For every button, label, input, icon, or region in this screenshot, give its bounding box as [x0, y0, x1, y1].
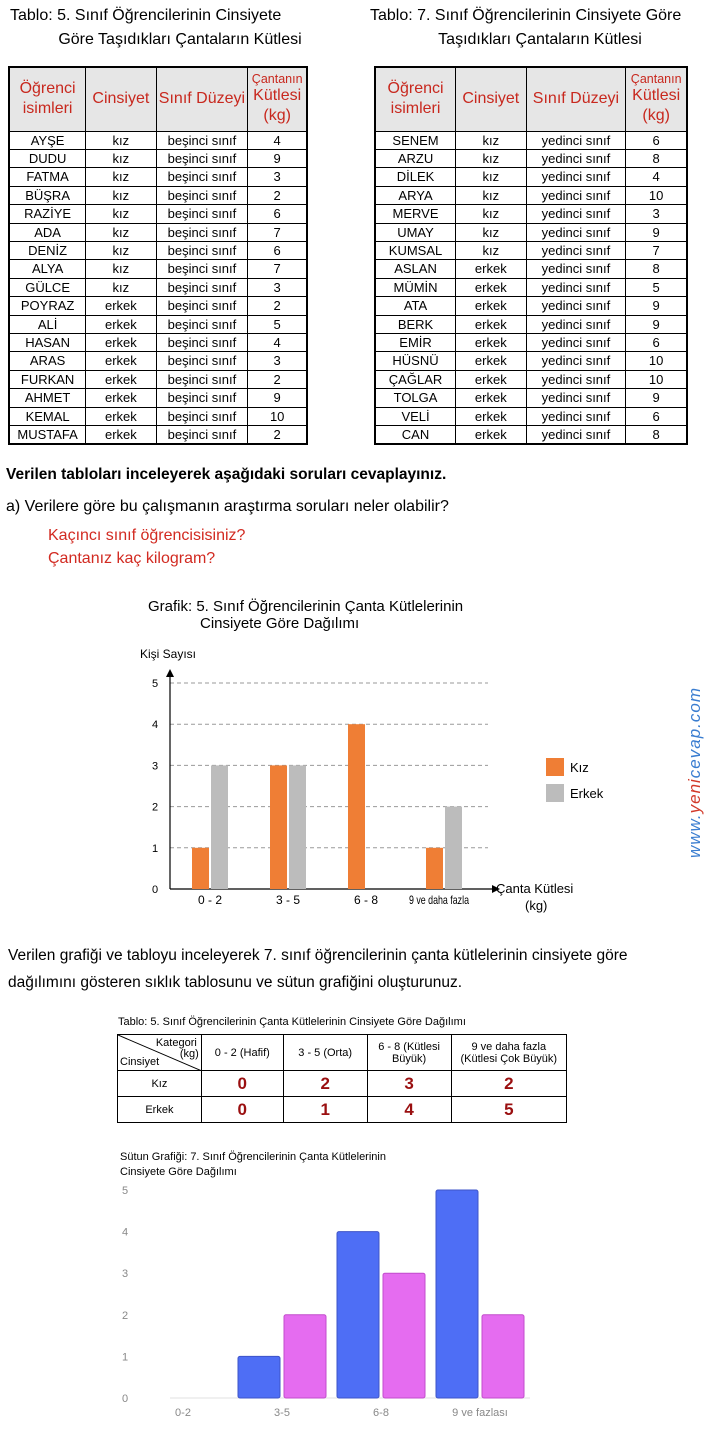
freq-col-1 — [283, 1035, 367, 1071]
cell-name: ÇAĞLAR — [375, 370, 456, 388]
cell-grade: yedinci sınıf — [526, 315, 626, 333]
cell-mass: 10 — [626, 186, 687, 204]
cell-grade: beşinci sınıf — [156, 168, 248, 186]
cell-name: ARYA — [375, 186, 456, 204]
cell-gender: kız — [86, 205, 156, 223]
cell-name: UMAY — [375, 223, 456, 241]
question-a: a) Verilere göre bu çalışmanın araştırma soruları neler olabilir? — [6, 498, 449, 515]
cell-gender: erkek — [86, 352, 156, 370]
cell-grade: yedinci sınıf — [526, 168, 626, 186]
cell-gender: kız — [456, 241, 526, 259]
cell-mass: 6 — [248, 205, 307, 223]
table-row — [375, 407, 687, 425]
cell-name: TOLGA — [375, 389, 456, 407]
freq-row-label: Erkek — [118, 1097, 202, 1123]
answer-1: Kaçıncı sınıf öğrencisisiniz? — [48, 527, 246, 544]
freq-cell: 0 — [201, 1097, 283, 1123]
table-row — [375, 168, 687, 186]
cell-gender: erkek — [456, 426, 526, 445]
y-axis-label: Kişi Sayısı — [140, 647, 197, 661]
table-row — [9, 168, 307, 186]
cell-mass: 6 — [626, 131, 687, 149]
cell-name: ALYA — [9, 260, 86, 278]
paragraph-line2: dağılımını gösteren sıklık tablosunu ve sütun grafiğini oluşturunuz. — [8, 974, 463, 991]
cell-name: DİLEK — [375, 168, 456, 186]
legend-swatch-erkek — [546, 784, 564, 802]
y-tick-label: 4 — [151, 719, 159, 732]
cell-grade: yedinci sınıf — [526, 186, 626, 204]
instruction: Verilen tabloları inceleyerek aşağıdaki soruları cevaplayınız. — [6, 466, 447, 483]
x-tick-label-2: 6 - 8 — [353, 893, 379, 907]
bar-erkek-1 — [238, 1356, 280, 1398]
header-mass — [248, 67, 307, 131]
freq-cell: 5 — [451, 1097, 566, 1123]
table-row — [375, 223, 687, 241]
cell-name: ALİ — [9, 315, 86, 333]
table-row — [9, 186, 307, 204]
header-mass-l3: (kg) — [642, 107, 670, 125]
header-gender: Cinsiyet — [456, 67, 526, 131]
cell-gender: kız — [456, 131, 526, 149]
header-grade: Sınıf Düzeyi — [526, 67, 626, 131]
bar-erkek-3 — [436, 1190, 478, 1398]
header-mass-l1: Çantanın — [251, 72, 303, 87]
table-row — [9, 223, 307, 241]
table5-title-line1: Tablo: 5. Sınıf Öğrencilerinin Cinsiyete — [10, 7, 282, 24]
cell-grade: beşinci sınıf — [156, 223, 248, 241]
header-mass-l1: Çantanın — [630, 72, 682, 87]
cell-mass: 9 — [248, 389, 307, 407]
y-axis-arrow — [166, 669, 174, 677]
freq-cell: 0 — [201, 1071, 283, 1097]
freq-cell: 2 — [451, 1071, 566, 1097]
table-row — [9, 149, 307, 167]
cell-mass: 5 — [248, 315, 307, 333]
table-row — [9, 260, 307, 278]
header-name: Öğrenci isimleri — [375, 67, 456, 131]
cell-name: DENİZ — [9, 241, 86, 259]
y-tick-label: 5 — [151, 678, 159, 690]
cell-gender: kız — [86, 260, 156, 278]
x-tick-label-3: 9 ve daha fazla — [409, 893, 470, 907]
freq-col-3 — [451, 1035, 566, 1071]
cell-name: ARZU — [375, 149, 456, 167]
table7-title — [370, 4, 710, 52]
cell-name: KEMAL — [9, 407, 86, 425]
cell-grade: beşinci sınıf — [156, 297, 248, 315]
cell-mass: 4 — [248, 333, 307, 351]
header-mass-l2: Kütlesi — [632, 87, 681, 105]
corner-bottom: Cinsiyet — [120, 1056, 160, 1068]
cell-gender: erkek — [86, 315, 156, 333]
cell-mass: 2 — [248, 186, 307, 204]
y-tick-label: 3 — [121, 1268, 129, 1281]
cell-name: GÜLCE — [9, 278, 86, 296]
cell-gender: kız — [86, 149, 156, 167]
x-tick-label-2: 6-8 — [373, 1407, 389, 1419]
bar-kız-3 — [426, 848, 443, 889]
chart1-title — [148, 598, 463, 632]
freq-col-3-l2: (Kütlesi Çok Büyük) — [460, 1052, 558, 1065]
header-mass — [626, 67, 687, 131]
cell-name: SENEM — [375, 131, 456, 149]
cell-grade: yedinci sınıf — [526, 370, 626, 388]
cell-mass: 9 — [626, 297, 687, 315]
chart1-title-line2: Cinsiyete Göre Dağılımı — [200, 615, 360, 632]
paragraph — [8, 942, 627, 996]
cell-grade: beşinci sınıf — [156, 389, 248, 407]
cell-grade: yedinci sınıf — [526, 223, 626, 241]
header-grade: Sınıf Düzeyi — [156, 67, 248, 131]
cell-grade: beşinci sınıf — [156, 352, 248, 370]
x-axis-label-line2: (kg) — [525, 898, 548, 913]
freq-col-2 — [367, 1035, 451, 1071]
cell-grade: beşinci sınıf — [156, 205, 248, 223]
header-mass-l2: Kütlesi — [253, 87, 302, 105]
watermark-part3: cevap.com — [685, 686, 704, 779]
cell-mass: 3 — [248, 278, 307, 296]
table-row — [375, 297, 687, 315]
x-tick-label-1: 3 - 5 — [275, 893, 301, 907]
y-tick-label: 2 — [151, 801, 159, 814]
table-row — [375, 370, 687, 388]
cell-name: ATA — [375, 297, 456, 315]
cell-gender: kız — [456, 223, 526, 241]
cell-grade: beşinci sınıf — [156, 131, 248, 149]
chart1-title-line1: Grafik: 5. Sınıf Öğrencilerinin Çanta Kütlelerinin — [148, 598, 464, 615]
table-row — [9, 370, 307, 388]
y-tick-label: 0 — [151, 884, 159, 896]
cell-gender: kız — [456, 168, 526, 186]
freq-cell: 3 — [367, 1071, 451, 1097]
cell-grade: beşinci sınıf — [156, 278, 248, 296]
cell-gender: erkek — [456, 315, 526, 333]
cell-mass: 8 — [626, 260, 687, 278]
cell-grade: yedinci sınıf — [526, 426, 626, 445]
answers — [48, 524, 245, 570]
cell-name: CAN — [375, 426, 456, 445]
cell-grade: beşinci sınıf — [156, 370, 248, 388]
cell-name: RAZİYE — [9, 205, 86, 223]
table5-title — [10, 4, 320, 52]
freq-col-3-l1: 9 ve daha fazla — [471, 1040, 547, 1053]
cell-mass: 7 — [248, 223, 307, 241]
cell-name: AYŞE — [9, 131, 86, 149]
freq-row-label: Kız — [118, 1071, 202, 1097]
table-row — [375, 131, 687, 149]
cell-mass: 9 — [626, 223, 687, 241]
chart2-title-line1: Sütun Grafiği: 7. Sınıf Öğrencilerinin Çanta Kütlelerinin — [120, 1151, 386, 1163]
cell-grade: beşinci sınıf — [156, 315, 248, 333]
cell-mass: 10 — [248, 407, 307, 425]
cell-gender: erkek — [456, 297, 526, 315]
table-row — [375, 426, 687, 445]
cell-grade: beşinci sınıf — [156, 186, 248, 204]
cell-gender: erkek — [456, 352, 526, 370]
cell-gender: kız — [86, 168, 156, 186]
table-row — [9, 426, 307, 445]
cell-gender: kız — [456, 149, 526, 167]
cell-name: HASAN — [9, 333, 86, 351]
cell-mass: 9 — [626, 315, 687, 333]
freq-col-2-l2: Büyük) — [391, 1052, 427, 1065]
x-axis-label-line1: Çanta Kütlesi — [496, 881, 574, 896]
cell-name: POYRAZ — [9, 297, 86, 315]
cell-gender: erkek — [456, 260, 526, 278]
cell-grade: yedinci sınıf — [526, 333, 626, 351]
table-row — [9, 205, 307, 223]
cell-name: MERVE — [375, 205, 456, 223]
cell-name: ADA — [9, 223, 86, 241]
freq-col-2-l1: 6 - 8 (Kütlesi — [378, 1040, 440, 1053]
cell-grade: beşinci sınıf — [156, 426, 248, 445]
cell-name: BÜŞRA — [9, 186, 86, 204]
cell-gender: erkek — [86, 370, 156, 388]
table-row — [9, 352, 307, 370]
cell-grade: yedinci sınıf — [526, 131, 626, 149]
cell-gender: kız — [86, 186, 156, 204]
x-tick-label-3: 9 ve fazlası — [452, 1407, 508, 1419]
cell-grade: yedinci sınıf — [526, 389, 626, 407]
y-tick-label: 4 — [121, 1226, 129, 1239]
corner-top: Kategori — [155, 1037, 197, 1049]
bar-kız-2 — [348, 724, 365, 889]
cell-mass: 4 — [626, 168, 687, 186]
cell-name: KUMSAL — [375, 241, 456, 259]
freq-row-kiz — [118, 1071, 567, 1097]
corner-unit: (kg) — [179, 1048, 199, 1060]
cell-gender: erkek — [86, 389, 156, 407]
cell-gender: erkek — [86, 407, 156, 425]
cell-mass: 9 — [248, 149, 307, 167]
bar-erkek-2 — [337, 1232, 379, 1398]
table-row — [9, 333, 307, 351]
y-tick-label: 0 — [121, 1393, 129, 1405]
cell-mass: 2 — [248, 370, 307, 388]
y-tick-label: 2 — [121, 1309, 129, 1322]
bar-erkek-3 — [445, 807, 462, 889]
cell-mass: 2 — [248, 297, 307, 315]
cell-mass: 8 — [626, 426, 687, 445]
cell-mass: 3 — [248, 352, 307, 370]
cell-mass: 6 — [248, 241, 307, 259]
cell-grade: beşinci sınıf — [156, 149, 248, 167]
table-row — [375, 149, 687, 167]
cell-name: MÜMİN — [375, 278, 456, 296]
cell-gender: kız — [86, 223, 156, 241]
freq-cell: 4 — [367, 1097, 451, 1123]
table-row — [375, 389, 687, 407]
cell-gender: erkek — [456, 407, 526, 425]
cell-name: BERK — [375, 315, 456, 333]
bar-kız-0 — [192, 848, 209, 889]
y-tick-label: 1 — [121, 1351, 129, 1364]
x-tick-label-1: 3-5 — [274, 1407, 290, 1419]
y-tick-label: 5 — [121, 1185, 129, 1197]
cell-grade: yedinci sınıf — [526, 352, 626, 370]
bar-kız-3 — [482, 1315, 524, 1398]
table-row — [9, 297, 307, 315]
header-name: Öğrenci isimleri — [9, 67, 86, 131]
cell-grade: beşinci sınıf — [156, 241, 248, 259]
table-row — [9, 315, 307, 333]
cell-grade: yedinci sınıf — [526, 278, 626, 296]
cell-mass: 6 — [626, 333, 687, 351]
freq-corner-cell — [118, 1035, 202, 1071]
chart2 — [0, 1176, 714, 1446]
table-row — [9, 407, 307, 425]
freq-col-0-l1: 0 - 2 (Hafif) — [214, 1046, 270, 1059]
cell-gender: kız — [86, 131, 156, 149]
legend-swatch-kız — [546, 758, 564, 776]
cell-mass: 10 — [626, 370, 687, 388]
header-gender: Cinsiyet — [86, 67, 156, 131]
table-row — [375, 186, 687, 204]
cell-gender: kız — [86, 278, 156, 296]
bar-kız-1 — [284, 1315, 326, 1398]
cell-mass: 8 — [626, 149, 687, 167]
cell-gender: erkek — [86, 426, 156, 445]
cell-grade: yedinci sınıf — [526, 205, 626, 223]
freq-table — [117, 1034, 567, 1123]
cell-gender: kız — [86, 241, 156, 259]
table-row — [375, 205, 687, 223]
table5 — [8, 66, 308, 445]
y-tick-label: 1 — [151, 842, 159, 855]
table-row — [9, 131, 307, 149]
table-row — [375, 278, 687, 296]
table-row — [375, 260, 687, 278]
cell-grade: yedinci sınıf — [526, 260, 626, 278]
cell-mass: 3 — [626, 205, 687, 223]
freq-table-title: Tablo: 5. Sınıf Öğrencilerinin Çanta Kütlelerinin Cinsiyete Göre Dağılımı — [118, 1016, 466, 1028]
cell-name: AHMET — [9, 389, 86, 407]
table7-title-line1: Tablo: 7. Sınıf Öğrencilerinin Cinsiyete Göre — [370, 7, 682, 24]
cell-mass: 7 — [626, 241, 687, 259]
table7 — [374, 66, 688, 445]
cell-mass: 4 — [248, 131, 307, 149]
cell-mass: 9 — [626, 389, 687, 407]
paragraph-line1: Verilen grafiği ve tabloyu inceleyerek 7. sınıf öğrencilerinin çanta kütlelerinin cinsiyete göre — [8, 947, 628, 964]
cell-grade: beşinci sınıf — [156, 333, 248, 351]
cell-mass: 7 — [248, 260, 307, 278]
table5-title-line2: Göre Taşıdıkları Çantaların Kütlesi — [58, 31, 302, 48]
cell-name: VELİ — [375, 407, 456, 425]
cell-gender: erkek — [456, 278, 526, 296]
cell-mass: 10 — [626, 352, 687, 370]
table-row — [9, 278, 307, 296]
cell-gender: erkek — [456, 333, 526, 351]
table-row — [9, 241, 307, 259]
cell-grade: yedinci sınıf — [526, 241, 626, 259]
cell-name: DUDU — [9, 149, 86, 167]
legend-label-kız: Kız — [570, 760, 589, 775]
watermark — [685, 687, 705, 858]
freq-col-0 — [201, 1035, 283, 1071]
x-tick-label-0: 0 - 2 — [197, 893, 223, 907]
cell-name: ASLAN — [375, 260, 456, 278]
freq-cell: 2 — [283, 1071, 367, 1097]
answer-2: Çantanız kaç kilogram? — [48, 550, 216, 567]
cell-gender: kız — [456, 186, 526, 204]
cell-grade: yedinci sınıf — [526, 297, 626, 315]
y-tick-label: 3 — [151, 760, 159, 773]
table7-title-line2: Taşıdıkları Çantaların Kütlesi — [438, 31, 642, 48]
bar-erkek-1 — [289, 765, 306, 889]
cell-mass: 5 — [626, 278, 687, 296]
cell-name: MUSTAFA — [9, 426, 86, 445]
header-mass-l3: (kg) — [263, 107, 291, 125]
cell-grade: beşinci sınıf — [156, 407, 248, 425]
watermark-part2: yeni — [685, 778, 704, 814]
cell-name: HÜSNÜ — [375, 352, 456, 370]
cell-grade: yedinci sınıf — [526, 149, 626, 167]
cell-name: FURKAN — [9, 370, 86, 388]
freq-col-1-l1: 3 - 5 (Orta) — [298, 1046, 353, 1059]
cell-gender: erkek — [86, 333, 156, 351]
x-tick-label-0: 0-2 — [175, 1407, 191, 1419]
table-row — [375, 333, 687, 351]
table-row — [9, 389, 307, 407]
table-row — [375, 315, 687, 333]
chart1 — [0, 640, 714, 930]
cell-gender: kız — [456, 205, 526, 223]
cell-mass: 6 — [626, 407, 687, 425]
cell-gender: erkek — [456, 389, 526, 407]
legend-label-erkek: Erkek — [570, 786, 604, 801]
cell-name: FATMA — [9, 168, 86, 186]
cell-grade: yedinci sınıf — [526, 407, 626, 425]
bar-erkek-0 — [211, 765, 228, 889]
table-row — [375, 241, 687, 259]
cell-gender: erkek — [456, 370, 526, 388]
cell-name: ARAS — [9, 352, 86, 370]
freq-row-erkek — [118, 1097, 567, 1123]
chart2-title-line2: Cinsiyete Göre Dağılımı — [120, 1166, 237, 1178]
table-row — [375, 352, 687, 370]
cell-mass: 2 — [248, 426, 307, 445]
watermark-part1: www. — [685, 813, 704, 858]
cell-name: EMİR — [375, 333, 456, 351]
cell-gender: erkek — [86, 297, 156, 315]
cell-grade: beşinci sınıf — [156, 260, 248, 278]
bar-kız-2 — [383, 1273, 425, 1398]
bar-kız-1 — [270, 765, 287, 889]
cell-mass: 3 — [248, 168, 307, 186]
freq-cell: 1 — [283, 1097, 367, 1123]
